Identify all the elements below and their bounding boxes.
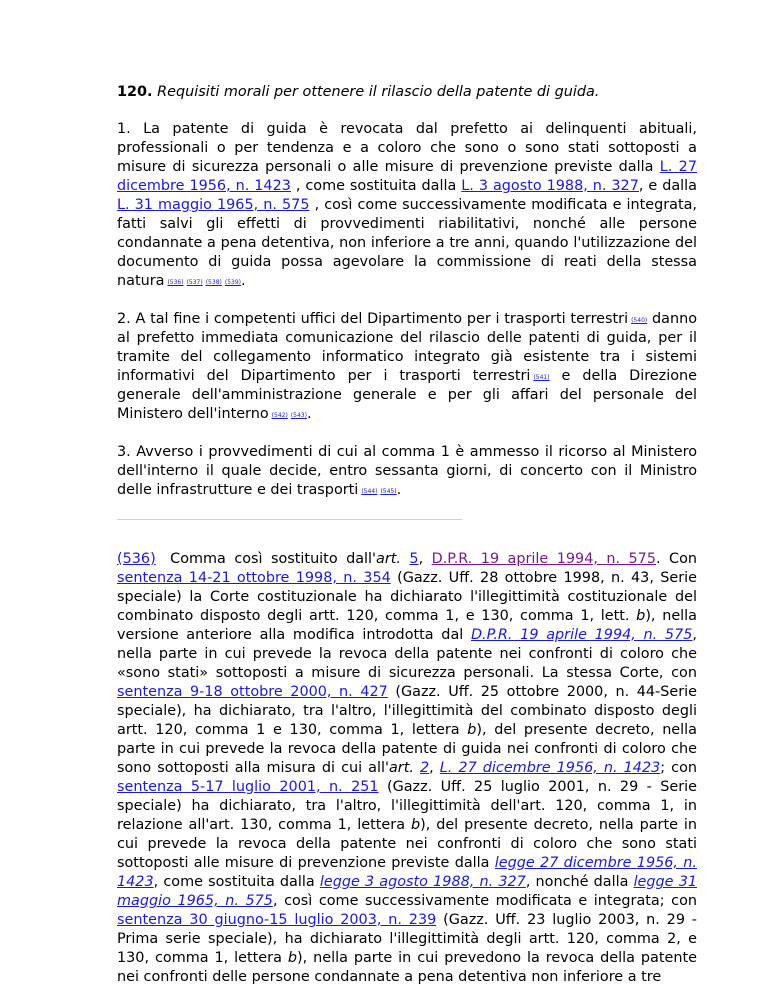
footnote-link[interactable]: (545) <box>380 488 397 495</box>
law-link[interactable]: L. 27 dicembre 1956, n. 1423 <box>439 760 661 776</box>
footnote-text: ), del presente decreto, nella parte in cui prevede la revoca della patente nei confronti di coloro che sono stati sottoposti alle misure di prevenzione previste dalla <box>117 817 697 871</box>
law-link[interactable]: 5 <box>409 551 419 567</box>
law-link[interactable]: D.P.R. 19 aprile 1994, n. 575 <box>431 551 656 567</box>
footnote-link[interactable]: (539) <box>224 279 241 286</box>
paragraph-text: 2. A tal fine i competenti uffici del Dipartimento per i trasporti terrestri <box>117 311 629 327</box>
footnote-link[interactable]: (537) <box>186 279 203 286</box>
sentence-link[interactable]: sentenza 30 giugno-15 luglio 2003, n. 239 <box>117 912 437 928</box>
footnote-ref <box>225 279 241 286</box>
paragraph-text: . <box>306 406 312 422</box>
law-link[interactable]: L. 31 maggio 1965, n. 575 <box>117 197 310 213</box>
law-link[interactable]: D.P.R. 19 aprile 1994, n. 575 <box>470 627 693 643</box>
document-page <box>117 83 697 987</box>
law-link[interactable]: legge 3 agosto 1988, n. 327 <box>319 874 526 890</box>
footnote-text: , nella parte in cui prevede la revoca della patente nei confronti di coloro che «sono stati» sottoposti a misure di sicurezza personali. La stessa Corte, con <box>117 627 697 681</box>
footnote-text: (Gazz. Uff. 23 luglio 2003, n. 29 - Prima serie speciale), ha dichiarato l'illegittimità degli artt. 120, comma 2, e 130, comma 1, lettera <box>117 912 697 966</box>
law-link[interactable]: L. 27 dicembre 1956, n. 1423 <box>117 159 697 194</box>
footnote-link[interactable]: (536) <box>167 279 184 286</box>
paragraph-text: danno al prefetto immediata comunicazione del rilascio delle patenti di guida, per il tramite del collegamento informatico integrato già esistente tra i sistemi informativi del Dipartimento per i trasporti terrestri <box>117 311 697 384</box>
footnote-link[interactable]: (541) <box>533 374 550 381</box>
footnote-ref <box>206 279 222 286</box>
footnote-text: ), nella parte in cui prevedono la revoca della patente nei confronti delle persone condannate a pena detentiva non inferiore a tre <box>117 950 697 985</box>
footnote-text: ), del presente decreto, nella parte in cui prevede la revoca della patente di guida nei confronti di coloro che sono sottoposti alla misura di cui all' <box>117 722 697 776</box>
paragraph-text: , e dalla <box>638 178 697 194</box>
footnote-text: Comma così sostituito dall' <box>161 551 376 567</box>
law-link[interactable]: legge 31 maggio 1965, n. 575 <box>117 874 698 909</box>
footnote-text: (Gazz. Uff. 25 luglio 2001, n. 29 - Serie speciale) ha dichiarato, tra l'altro, l'illegittimità dell'art. 120, comma 1, in relazione all'art. 130, comma 1, lettera <box>117 779 697 833</box>
paragraph-3 <box>117 443 697 500</box>
footnote-text: , <box>429 760 440 776</box>
paragraph-2 <box>117 310 697 424</box>
paragraph-text: , come sostituita dalla <box>290 178 462 194</box>
footnote-text: b <box>636 608 646 624</box>
footnote-ref <box>631 317 647 324</box>
footnote-link[interactable]: (540) <box>631 317 648 324</box>
law-link[interactable]: L. 3 agosto 1988, n. 327 <box>461 178 639 194</box>
footnote-text: (Gazz. Uff. 28 ottobre 1998, n. 43, Serie speciale) la Corte costituzionale ha dichiarato l'illegittimità costituzionale del combinato disposto degli artt. 120, comma 1, e 130, comma 1, lett. <box>117 570 697 624</box>
footnote-text: , nonché dalla <box>525 874 634 890</box>
law-link[interactable]: 2 <box>419 760 430 776</box>
footnote-text: . Con <box>656 551 698 567</box>
footnote-ref <box>533 374 549 381</box>
footnote-text: , così come successivamente modificata e integrata; con <box>272 893 697 909</box>
footnote-536 <box>117 550 697 987</box>
footnote-text: b <box>410 817 421 833</box>
footnote-ref <box>167 279 183 286</box>
paragraph-text: . <box>241 273 246 289</box>
footnote-ref <box>187 279 203 286</box>
sentence-link[interactable]: sentenza 5-17 luglio 2001, n. 251 <box>117 779 379 795</box>
footnote-text: ; con <box>660 760 698 776</box>
article-heading <box>117 83 697 102</box>
footnote-text: art. <box>388 760 414 776</box>
sentence-link[interactable]: sentenza 9-18 ottobre 2000, n. 427 <box>117 684 388 700</box>
footnote-label[interactable]: (536) <box>117 551 156 567</box>
paragraph-text: 1. La patente di guida è revocata dal prefetto ai delinquenti abituali, professionali o per tendenza e a coloro che sono o sono stati sottoposti a misure di sicurezza personali o alle misure di prevenzione previste dalla <box>117 121 697 175</box>
paragraph-text: e della Direzione generale dell'amministrazione generale e per gli affari del personale del Ministero dell'interno <box>117 368 697 422</box>
paragraph-1 <box>117 120 697 291</box>
footnote-text: ), nella versione anteriore alla modifica introdotta dal <box>117 608 697 643</box>
footnote-link[interactable]: (543) <box>290 412 307 419</box>
sentence-link[interactable]: sentenza 14-21 ottobre 1998, n. 354 <box>117 570 391 586</box>
footnote-text: , come sostituita dalla <box>153 874 320 890</box>
footnote-text: b <box>287 950 297 966</box>
article-number: 120. <box>117 84 153 100</box>
law-link[interactable]: legge 27 dicembre 1956, n. 1423 <box>117 855 697 890</box>
footnote-separator <box>117 519 462 520</box>
paragraph-text: . <box>396 482 402 498</box>
footnote-ref <box>361 488 377 495</box>
footnote-text: art. <box>376 551 401 567</box>
article-title: Requisiti morali per ottenere il rilascio della patente di guida. <box>157 84 600 100</box>
footnote-text: , <box>418 551 432 567</box>
footnote-ref <box>380 488 396 495</box>
footnote-ref <box>291 412 307 419</box>
paragraph-text: , così come successivamente modificata e integrata, fatti salvi gli effetti di provvedimenti riabilitativi, nonché alle persone condannate a pena detentiva, non inferiore a tre anni, quando l'utilizzazione del documento di guida possa agevolare la commissione di reati della stessa natura <box>117 197 698 289</box>
footnote-text: b <box>467 722 477 738</box>
paragraph-text: 3. Avverso i provvedimenti di cui al comma 1 è ammesso il ricorso al Ministero dell'interno il quale decide, entro sessanta giorni, di concerto con il Ministro delle infrastrutture e dei trasporti <box>117 444 697 498</box>
footnote-text: (Gazz. Uff. 25 ottobre 2000, n. 44-Serie speciale), ha dichiarato, tra l'altro, l'illegittimità del combinato disposto degli artt. 120, comma 1 e 130, comma 1, lettera <box>117 684 697 738</box>
footnote-link[interactable]: (544) <box>361 488 378 495</box>
footnote-link[interactable]: (542) <box>271 412 288 419</box>
footnote-ref <box>272 412 288 419</box>
footnote-link[interactable]: (538) <box>205 279 222 286</box>
